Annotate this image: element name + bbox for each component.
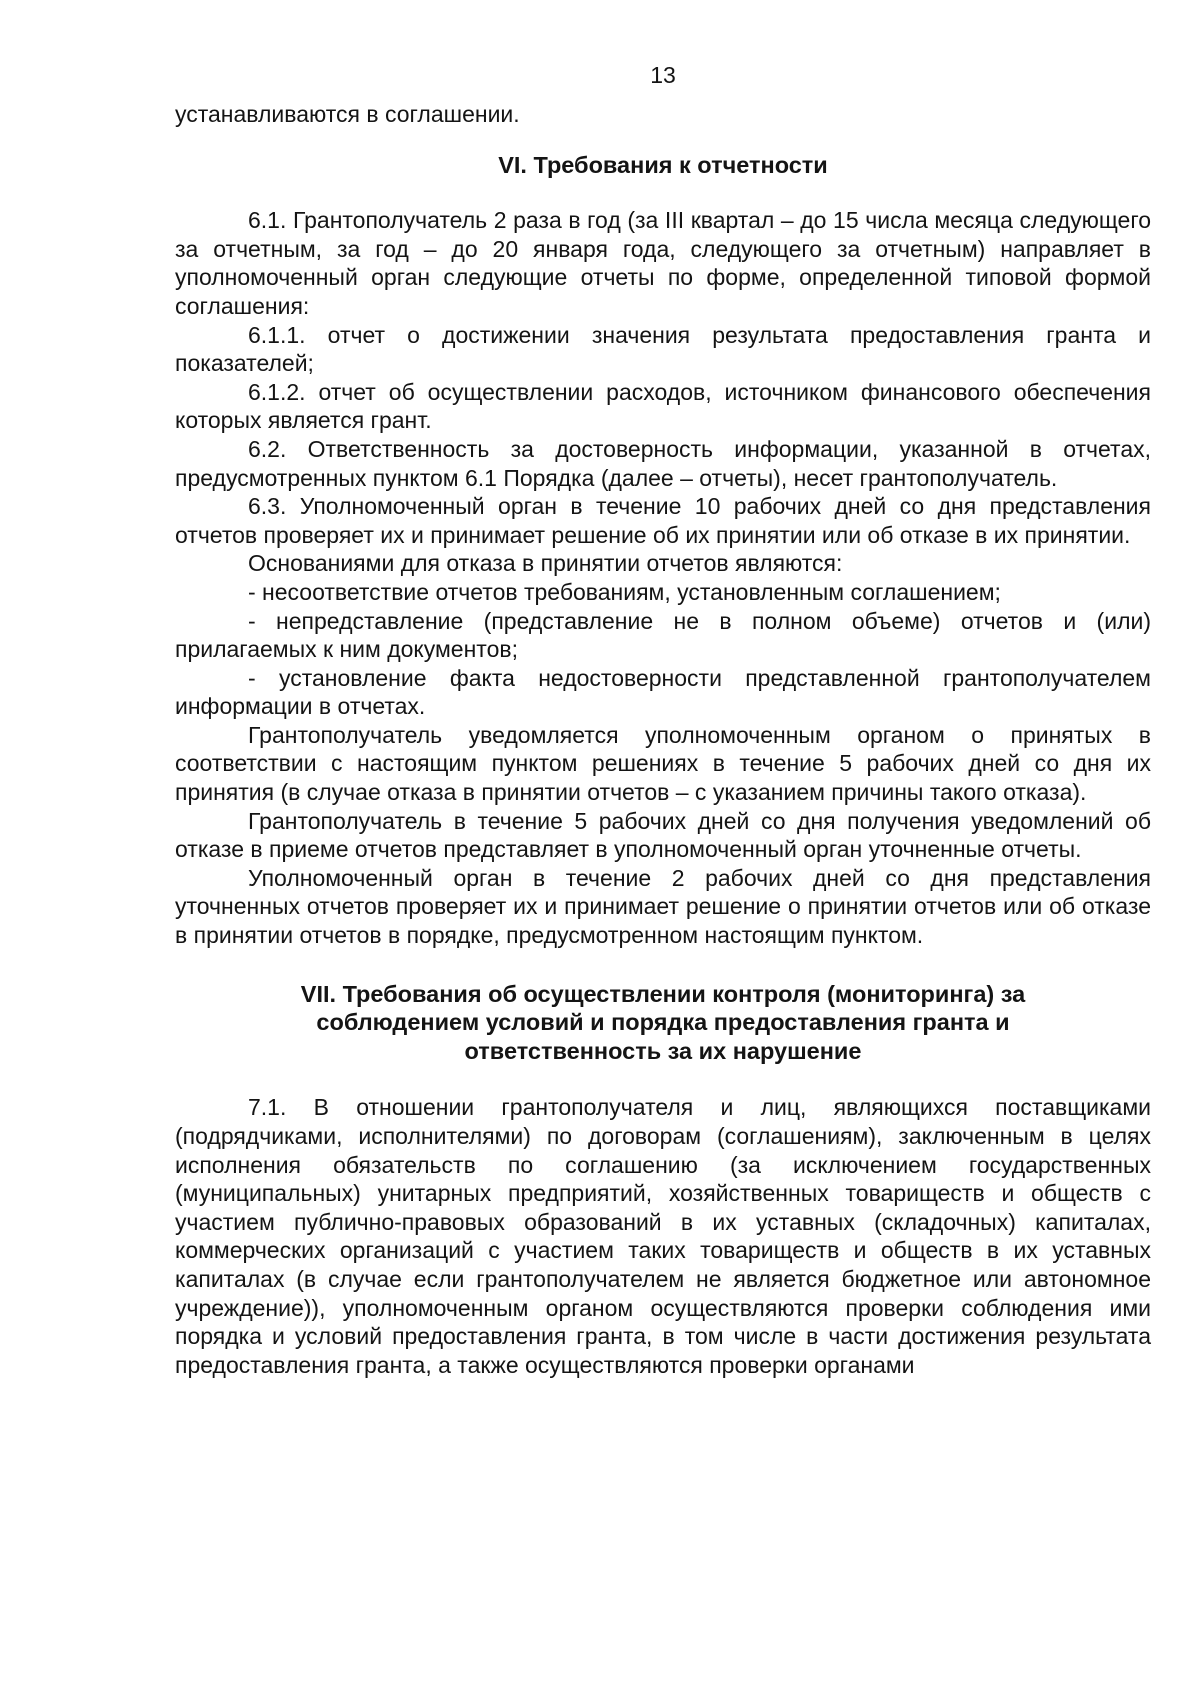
section-7-title [175, 980, 1151, 1066]
paragraph-ground-3: - установление факта недостоверности представленной грантополучателем информации в отчетах. [175, 664, 1151, 720]
section-6-title: VI. Требования к отчетности [498, 151, 828, 178]
paragraph-6-2: 6.2. Ответственность за достоверность информации, указанной в отчетах, предусмотренных пунктом 6.1 Порядка (далее – отчеты), несет грантополучатель. [175, 435, 1151, 491]
paragraph-refined-reports: Грантополучатель в течение 5 рабочих дней со дня получения уведомлений об отказе в приеме отчетов представляет в уполномоченный орган уточненные отчеты. [175, 807, 1151, 863]
paragraph-notification: Грантополучатель уведомляется уполномоченным органом о принятых в соответствии с настоящим пунктом решениях в течение 5 рабочих дней со дня их принятия (в случае отказа в принятии отчетов – с указанием причины такого отказа). [175, 721, 1151, 806]
section-7-title-line: VII. Требования об осуществлении контроля (мониторинга) за [300, 980, 1026, 1007]
section-6-body [175, 206, 1151, 949]
paragraph-review: Уполномоченный орган в течение 2 рабочих дней со дня представления уточненных отчетов проверяет их и принимает решение о принятии отчетов или об отказе в принятии отчетов в порядке, предусмотренном настоящим пунктом. [175, 864, 1151, 949]
continuation-text: устанавливаются в соглашении. [175, 101, 520, 127]
paragraph-6-1: 6.1. Грантополучатель 2 раза в год (за III квартал – до 15 числа месяца следующего за отчетным, за год – до 20 января года, следующего за отчетным) направляет в уполномоченный орган следующие отчеты по форме, определенной типовой формой соглашения: [175, 207, 1151, 319]
paragraph-refusal-grounds: Основаниями для отказа в принятии отчетов являются: [248, 550, 843, 577]
paragraph-6-1-2: 6.1.2. отчет об осуществлении расходов, источником финансового обеспечения которых является грант. [175, 378, 1151, 434]
paragraph-ground-2: - непредставление (представление не в полном объеме) отчетов и (или) прилагаемых к ним документов; [175, 607, 1151, 663]
paragraph-ground-1: - несоответствие отчетов требованиям, установленным соглашением; [248, 578, 1001, 605]
paragraph-7-1: 7.1. В отношении грантополучателя и лиц, являющихся поставщиками (подрядчиками, исполнителями) по договорам (соглашениям), заключенным в целях исполнения обязательств по соглашению (за исключением государственных (муниципальных) унитарных предприятий, хозяйственных товариществ и обществ с участием публично-правовых образований в их уставных (складочных) капиталах, коммерческих организаций с участием таких товариществ и обществ в их уставных капиталах (в случае если грантополучателем не является бюджетное или автономное учреждение)), уполномоченным органом осуществляются проверки соблюдения ими порядка и условий предоставления гранта, в том числе в части достижения результата предоставления гранта, а также осуществляются проверки органами [175, 1094, 1151, 1378]
page-content [175, 60, 1151, 1379]
page-number: 13 [650, 62, 676, 88]
section-7-title-line: ответственность за их нарушение [464, 1037, 862, 1064]
paragraph-6-1-1: 6.1.1. отчет о достижении значения результата предоставления гранта и показателей; [175, 321, 1151, 377]
section-7-body [175, 1093, 1151, 1379]
paragraph-6-3: 6.3. Уполномоченный орган в течение 10 рабочих дней со дня представления отчетов проверяет их и принимает решение об их принятии или об отказе в их принятии. [175, 493, 1151, 548]
section-7-title-line: соблюдением условий и порядка предоставления гранта и [316, 1009, 1010, 1036]
